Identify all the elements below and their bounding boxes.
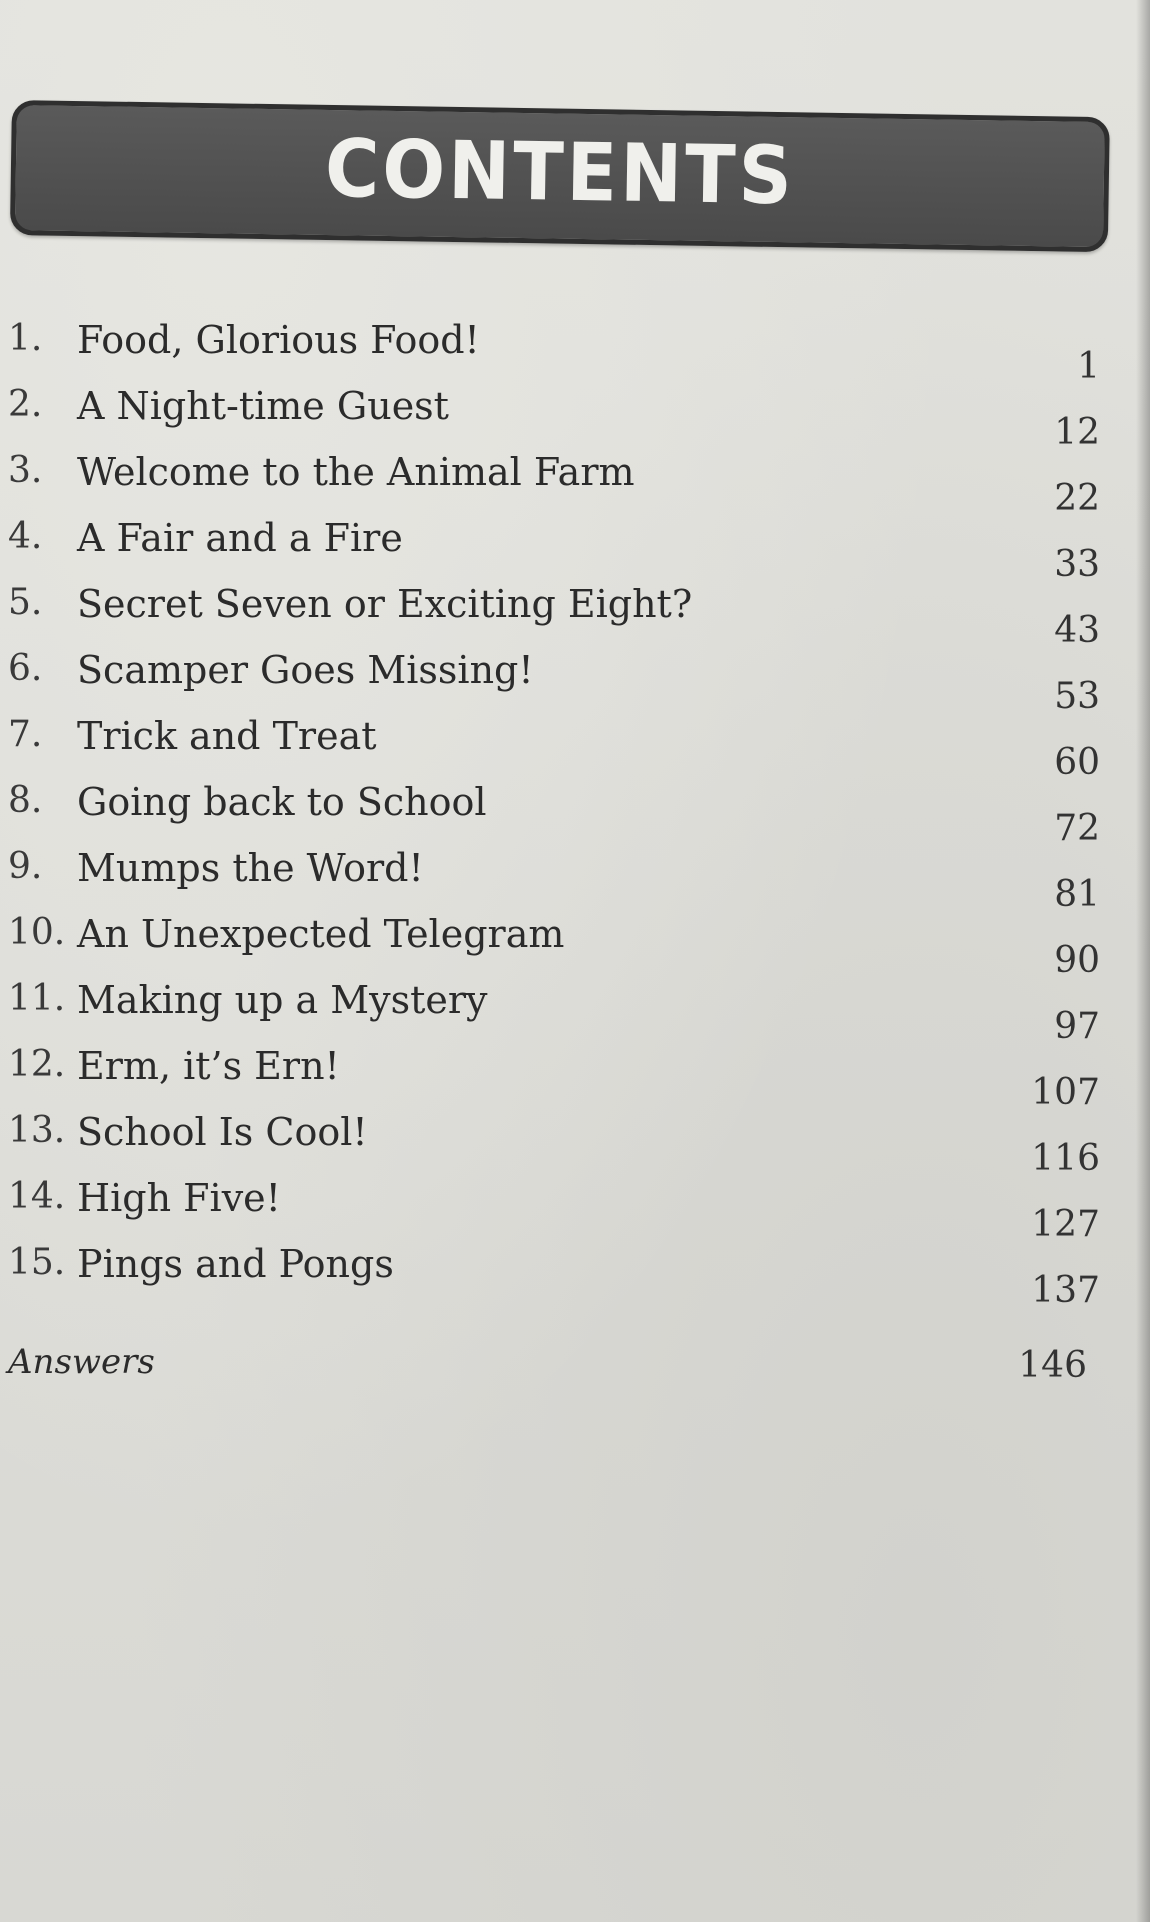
chapter-page: 127 (1031, 1204, 1100, 1245)
chapter-title: Going back to School (77, 780, 487, 824)
chapter-number: 1. (8, 318, 43, 359)
chapter-title: Secret Seven or Exciting Eight? (77, 582, 693, 626)
chapter-page: 12 (1054, 412, 1100, 453)
chapter-page: 60 (1054, 742, 1100, 783)
toc-entry-2[interactable] (0, 384, 1150, 453)
chapter-title: School Is Cool! (77, 1110, 368, 1154)
chapter-title: Pings and Pongs (77, 1242, 394, 1286)
chapter-title: High Five! (77, 1176, 281, 1220)
chapter-number: 8. (8, 780, 43, 821)
chapter-number: 9. (8, 846, 43, 887)
chapter-page: 97 (1054, 1006, 1100, 1047)
page-edge-shadow (1136, 0, 1150, 1922)
chapter-title: A Night-time Guest (77, 384, 449, 428)
toc-entry-9[interactable] (0, 846, 1150, 915)
chapter-page: 53 (1054, 676, 1100, 717)
chapter-page: 107 (1031, 1072, 1100, 1113)
toc-entry-15[interactable] (0, 1242, 1150, 1311)
chapter-number: 4. (8, 516, 43, 557)
toc-entry-1[interactable] (0, 318, 1150, 387)
chapter-title: Food, Glorious Food! (77, 318, 480, 362)
chapter-title: Mumps the Word! (77, 846, 424, 890)
chapter-title: Making up a Mystery (77, 978, 488, 1022)
chapter-title: Welcome to the Animal Farm (77, 450, 635, 494)
chapter-number: 10. (8, 912, 66, 953)
chapter-page: 33 (1054, 544, 1100, 585)
chapter-page: 1 (1077, 346, 1100, 387)
chapter-number: 12. (8, 1044, 66, 1085)
chapter-title: Trick and Treat (77, 714, 377, 758)
toc-entry-8[interactable] (0, 780, 1150, 849)
toc-entry-13[interactable] (0, 1110, 1150, 1179)
chapter-number: 2. (8, 384, 43, 425)
chapter-number: 13. (8, 1110, 66, 1151)
toc-entry-6[interactable] (0, 648, 1150, 717)
chapter-number: 5. (8, 582, 43, 623)
chapter-number: 7. (8, 714, 43, 755)
chapter-number: 14. (8, 1176, 66, 1217)
chapter-page: 137 (1031, 1270, 1100, 1311)
toc-entry-10[interactable] (0, 912, 1150, 981)
chapter-number: 3. (8, 450, 43, 491)
chapter-page: 72 (1054, 808, 1100, 849)
chapter-title: Erm, it’s Ern! (77, 1044, 340, 1088)
toc-entry-14[interactable] (0, 1176, 1150, 1245)
toc-entry-3[interactable] (0, 450, 1150, 519)
answers-label[interactable]: Answers (8, 1342, 155, 1382)
chapter-title: An Unexpected Telegram (77, 912, 565, 956)
chapter-page: 116 (1031, 1138, 1100, 1179)
answers-page: 146 (1018, 1345, 1087, 1386)
toc-entry-5[interactable] (0, 582, 1150, 651)
chapter-number: 11. (8, 978, 66, 1019)
chapter-page: 43 (1054, 610, 1100, 651)
chapter-page: 22 (1054, 478, 1100, 519)
chapter-number: 15. (8, 1242, 66, 1283)
chapter-title: Scamper Goes Missing! (77, 648, 534, 692)
chapter-title: A Fair and a Fire (77, 516, 403, 560)
chapter-page: 90 (1054, 940, 1100, 981)
toc-entry-4[interactable] (0, 516, 1150, 585)
chapter-number: 6. (8, 648, 43, 689)
contents-title: CONTENTS (324, 122, 796, 223)
toc-entry-7[interactable] (0, 714, 1150, 783)
toc-entry-11[interactable] (0, 978, 1150, 1047)
chapter-page: 81 (1054, 874, 1100, 915)
toc-entry-12[interactable] (0, 1044, 1150, 1113)
